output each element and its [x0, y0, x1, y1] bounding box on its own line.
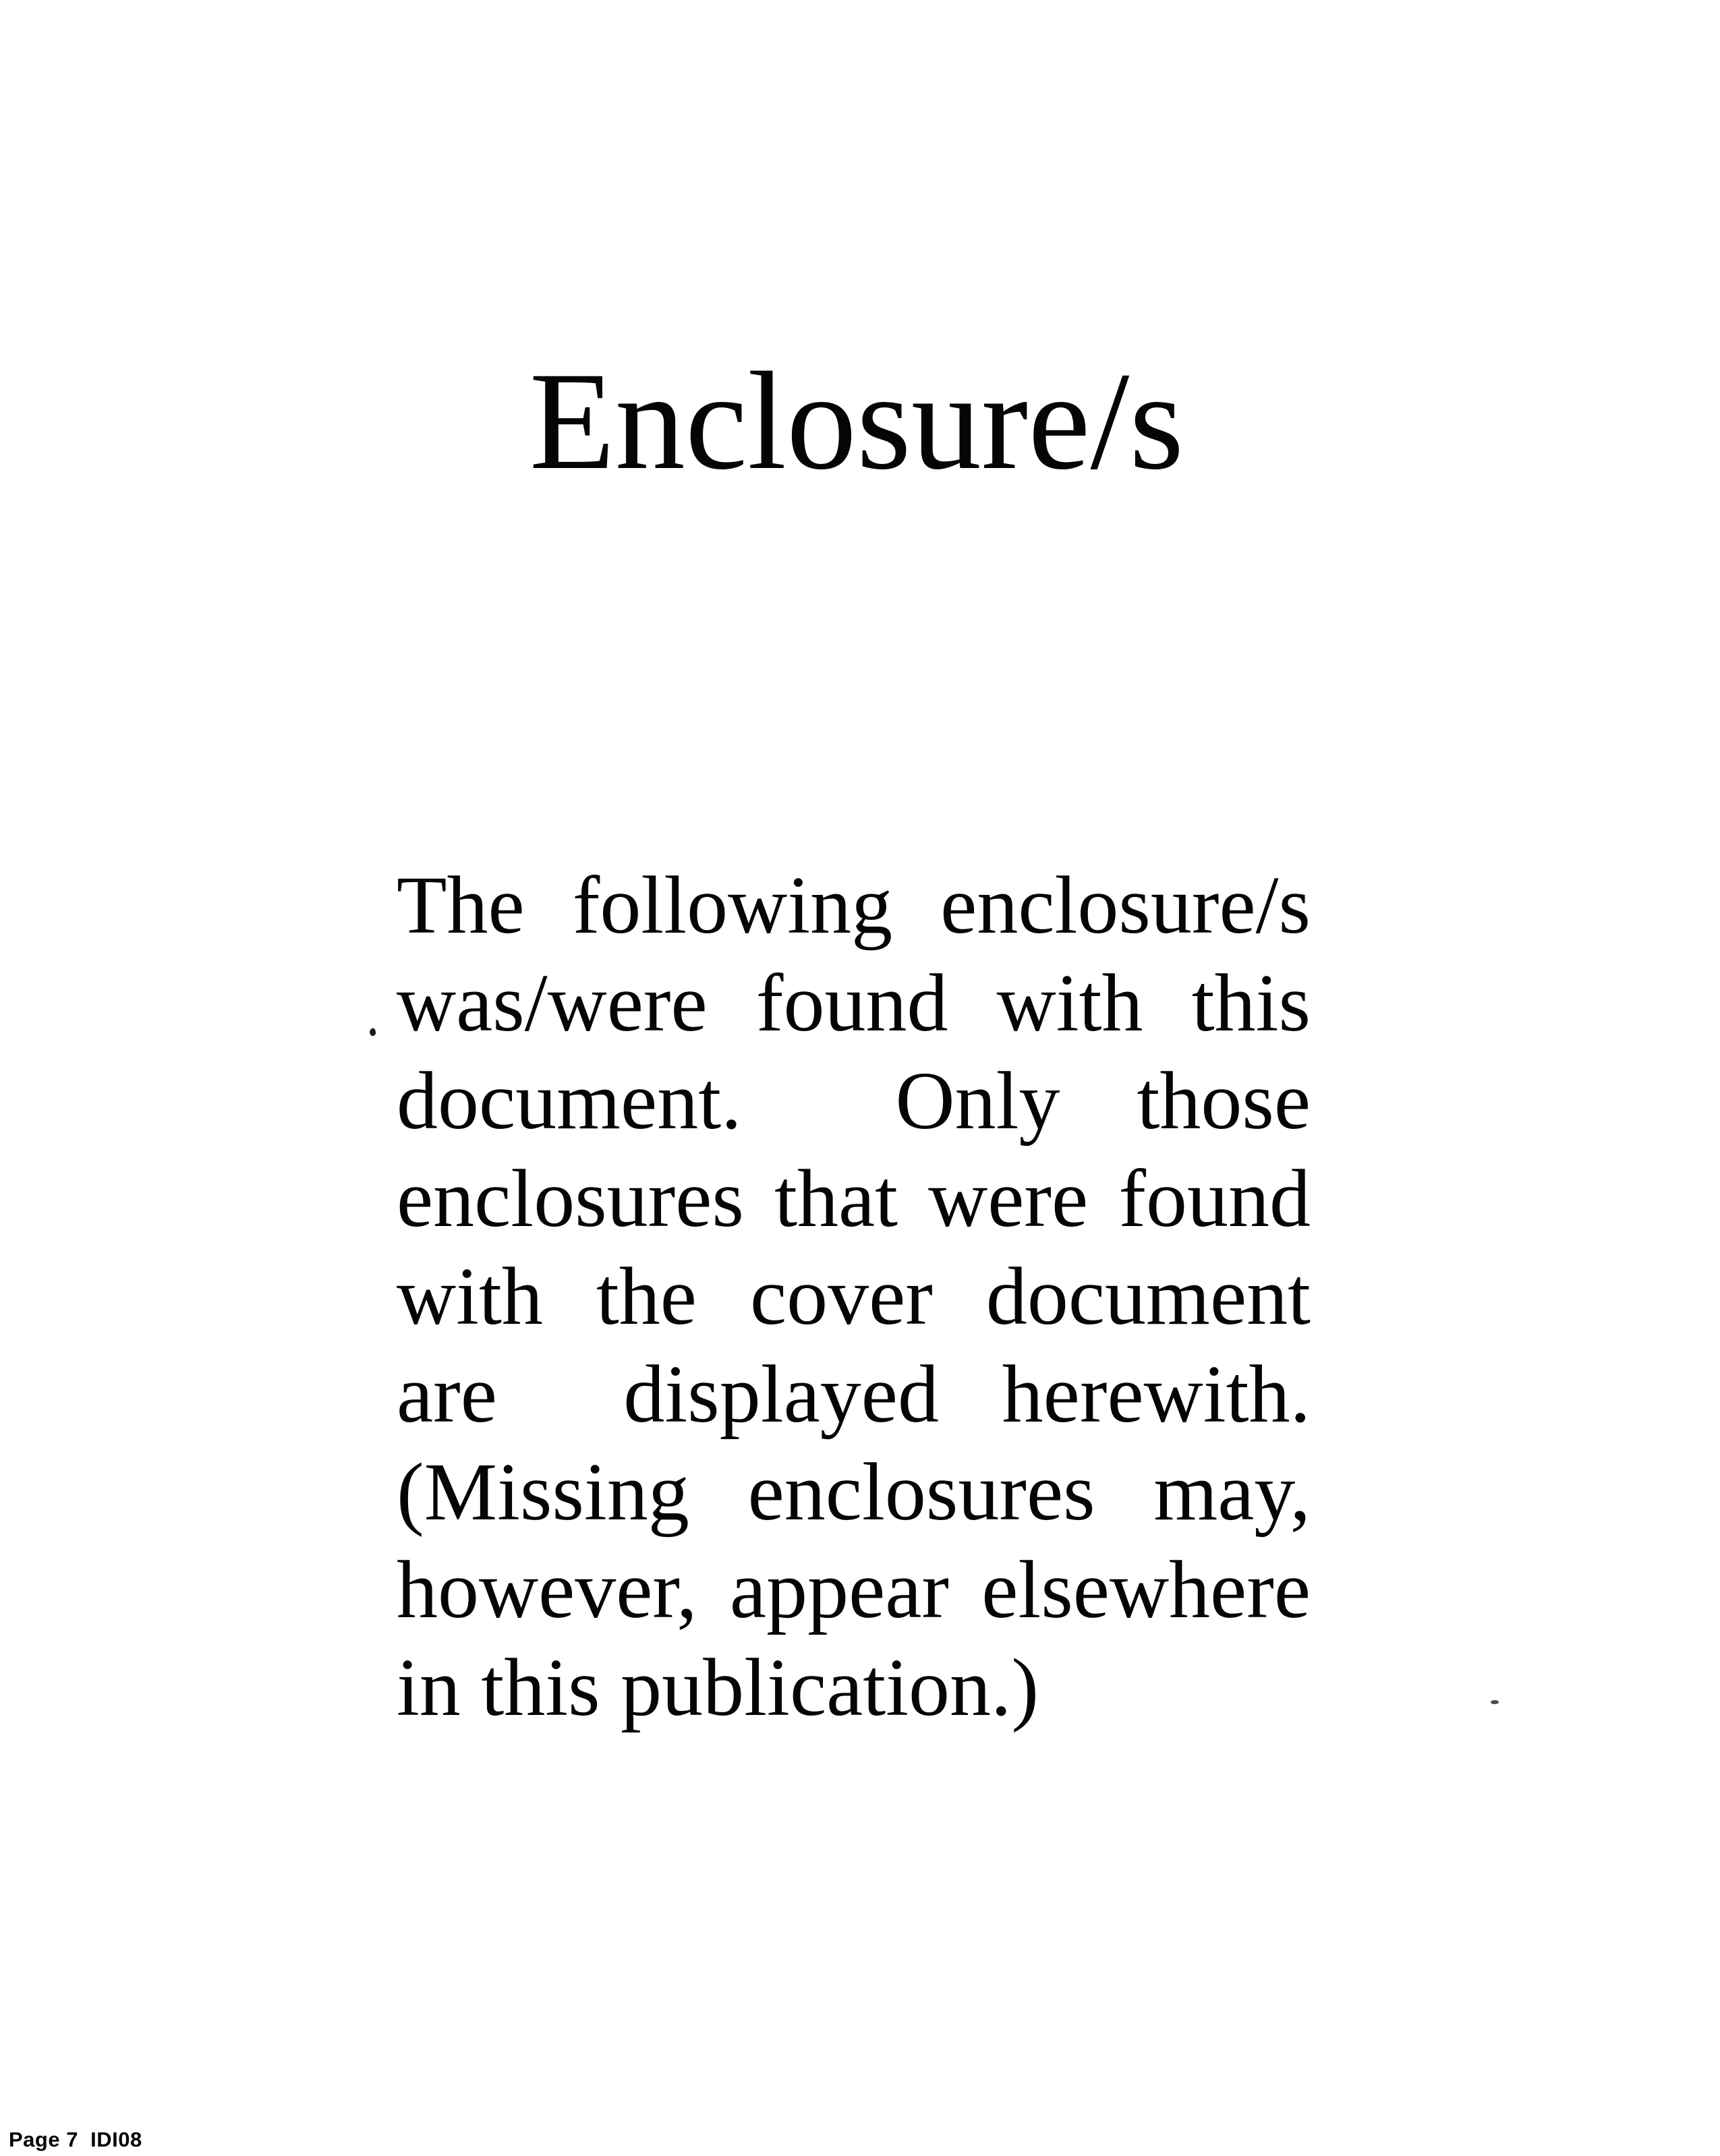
scan-artifact-speck [1491, 1700, 1499, 1704]
paragraph-line-2: was/were found with this [397, 958, 1311, 1049]
paragraph-line-5: with the cover document [397, 1251, 1311, 1342]
page-footer-label: Page 7 IDI08 [9, 2128, 142, 2151]
paragraph-line-9: in this publication.) [397, 1642, 1039, 1733]
paragraph-line-3: document. Only those [397, 1055, 1311, 1146]
page-title: Enclosure/s [529, 343, 1184, 498]
body-paragraph [397, 856, 1311, 1737]
scan-artifact-speck [369, 1028, 377, 1037]
paragraph-line-8: however, appear elsewhere [397, 1544, 1311, 1635]
paragraph-line-1: The following enclosure/s [397, 860, 1311, 951]
paragraph-line-6: are displayed herewith. [397, 1349, 1311, 1440]
paragraph-line-7: (Missing enclosures may, [397, 1447, 1311, 1538]
paragraph-line-4: enclosures that were found [397, 1153, 1311, 1244]
